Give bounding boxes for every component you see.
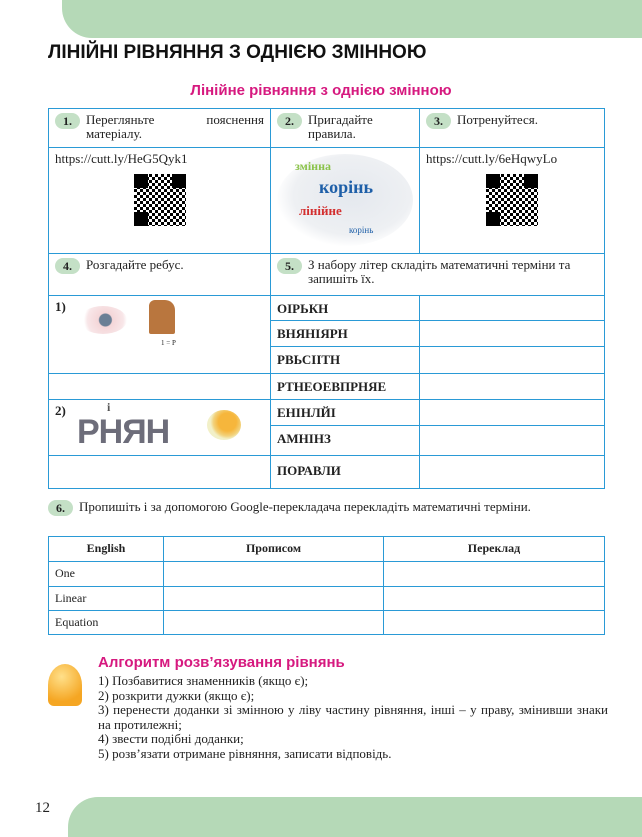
- horse-image-icon: [149, 300, 175, 334]
- section-subtitle: Лінійне рівняння з однією змінною: [190, 82, 452, 99]
- bell-icon: [48, 664, 82, 706]
- wordcloud-word: корінь: [349, 225, 374, 235]
- melon-image-icon: [207, 410, 241, 440]
- task-1: [48, 108, 271, 148]
- video-link[interactable]: https://cutt.ly/HeG5Qyk1: [55, 151, 188, 166]
- rebus-letter-i: і: [107, 400, 111, 414]
- qr-code-icon[interactable]: [134, 174, 186, 226]
- term-cell: One: [48, 561, 164, 587]
- rebus-number: 1): [55, 299, 66, 314]
- column-header: English: [48, 536, 164, 562]
- qr-code-icon[interactable]: [486, 174, 538, 226]
- anagram-word: ОІРЬКН: [270, 295, 420, 321]
- algorithm-step: 5) розв’язати отримане рівняння, записати відповідь.: [98, 745, 392, 761]
- answer-field[interactable]: [419, 455, 605, 489]
- answer-field[interactable]: [419, 399, 605, 426]
- rebus-number: 2): [55, 403, 66, 418]
- video-link-cell: [48, 147, 271, 254]
- task-number: 4.: [55, 258, 80, 274]
- rebus-empty: [48, 455, 271, 489]
- algorithm-steps: [98, 674, 608, 761]
- wordcloud-word: змінна: [295, 159, 331, 173]
- answer-field[interactable]: [419, 373, 605, 400]
- spelling-field[interactable]: [163, 586, 384, 611]
- term-cell: Equation: [48, 610, 164, 635]
- answer-field[interactable]: [419, 320, 605, 347]
- anagram-word: ПОРАВЛИ: [270, 455, 420, 489]
- task-2: [270, 108, 420, 148]
- translation-field[interactable]: [383, 610, 605, 635]
- task-text: Потренуйтеся.: [457, 112, 539, 127]
- task-text: Перегляньте пояснення матеріалу.: [86, 112, 264, 141]
- translation-field[interactable]: [383, 586, 605, 611]
- task-number: 1.: [55, 113, 80, 129]
- task-text: Пригадайте правила.: [308, 112, 373, 141]
- translation-field[interactable]: [383, 561, 605, 587]
- task-text: Пропишіть і за допомогою Google-перекладача перекладіть математичні терміни.: [79, 499, 531, 514]
- task-number: 3.: [426, 113, 451, 129]
- anagram-word: ВНЯНІЯРН: [270, 320, 420, 347]
- spelling-field[interactable]: [163, 561, 384, 587]
- column-header: Прописом: [163, 536, 384, 562]
- algorithm-step: 3) перенести доданки зі змінною у ліву частину рівняння, інші – у праву, змінивши знаки на протилежні;: [98, 702, 608, 732]
- algorithm-step: 2) розкрити дужки (якщо є);: [98, 687, 255, 703]
- task-4: [48, 253, 271, 296]
- algorithm-step: 4) звести подібні доданки;: [98, 731, 244, 746]
- task-text: З набору літер складіть математичні терміни та запишіть їх.: [308, 257, 571, 286]
- wordcloud-image: [277, 154, 413, 246]
- rebus-1: [48, 295, 271, 374]
- rebus-empty: [48, 373, 271, 400]
- task-number: 2.: [277, 113, 302, 129]
- anagram-word: РВЬСІІТН: [270, 346, 420, 374]
- task-3: [419, 108, 605, 148]
- spelling-field[interactable]: [163, 610, 384, 635]
- algorithm-step: 1) Позбавитися знаменників (якщо є);: [98, 673, 309, 688]
- eye-image-icon: [79, 306, 127, 334]
- wordcloud-word: лінійне: [299, 203, 342, 218]
- task-5: [270, 253, 605, 296]
- algorithm-title: Алгоритм розв’язування рівнянь: [98, 654, 345, 671]
- anagram-word: ЕНІНЛЙІ: [270, 399, 420, 426]
- page-title: ЛІНІЙНІ РІВНЯННЯ З ОДНІЄЮ ЗМІННОЮ: [48, 42, 427, 63]
- anagram-word: АМНІНЗ: [270, 425, 420, 456]
- term-cell: Linear: [48, 586, 164, 611]
- practice-link-cell: [419, 147, 605, 254]
- footer-band: [68, 797, 642, 837]
- answer-field[interactable]: [419, 295, 605, 321]
- answer-field[interactable]: [419, 346, 605, 374]
- header-band: [62, 0, 642, 38]
- task-6: [48, 500, 605, 516]
- task-number: 6.: [48, 500, 73, 516]
- wordcloud-cell: [270, 147, 420, 254]
- wordcloud-word: корінь: [319, 177, 374, 197]
- practice-link[interactable]: https://cutt.ly/6eHqwyLo: [426, 151, 558, 166]
- answer-field[interactable]: [419, 425, 605, 456]
- column-header: Переклад: [383, 536, 605, 562]
- anagram-word: РТНЕОЕВПРНЯЕ: [270, 373, 420, 400]
- task-text: Розгадайте ребус.: [86, 257, 184, 272]
- rebus-letters: РНЯН: [77, 413, 170, 451]
- task-number: 5.: [277, 258, 302, 274]
- rebus-2: [48, 399, 271, 456]
- rebus-equation: 1 = Р: [161, 339, 176, 347]
- page-number: 12: [35, 800, 50, 816]
